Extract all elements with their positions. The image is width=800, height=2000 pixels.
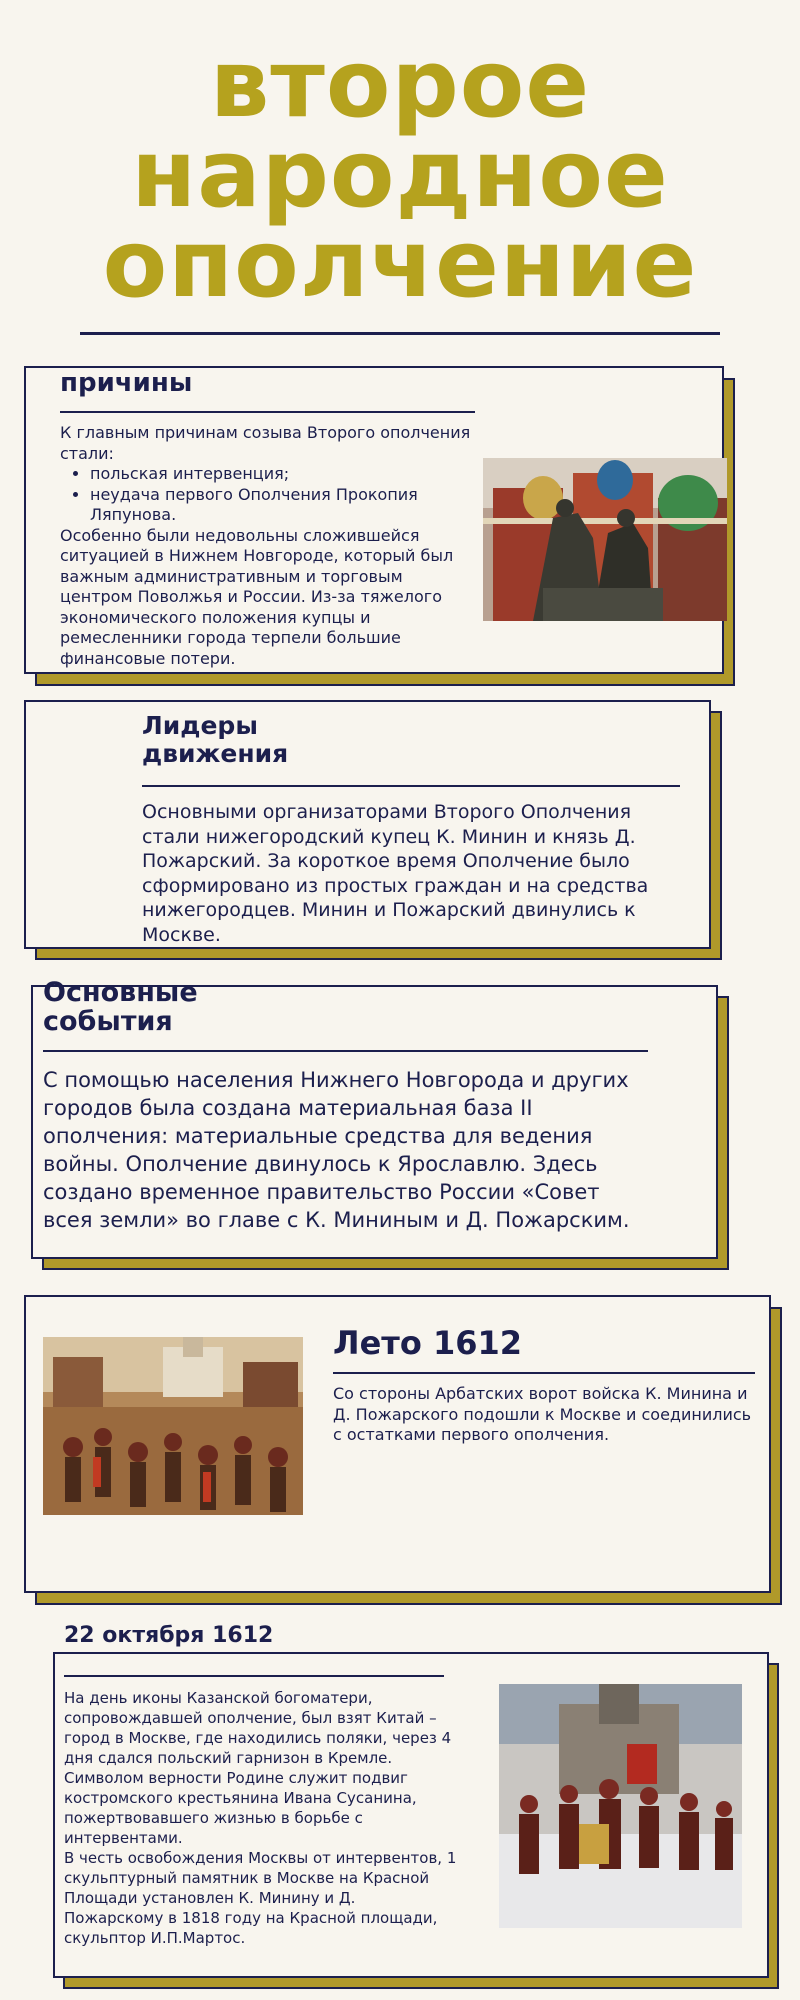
- events-body: С помощью населения Нижнего Новгорода и других городов была создана материальная база II ополчения: материальные средства для ведения войны. Ополчение двинулось к Ярославлю. Здесь создано временное правительство России «Совет всея земли» во главе с К. Мининым и Д. Пожарским.: [43, 1068, 630, 1232]
- leaders-heading-line-2: движения: [142, 739, 289, 768]
- militia-painting: [43, 1337, 303, 1515]
- causes-list-item: • неудача первого Ополчения Прокопия Ляпунова.: [90, 485, 480, 526]
- october-heading: 22 октября 1612: [64, 1623, 274, 1648]
- title-line-2: народное: [131, 120, 669, 229]
- october-divider: [64, 1675, 444, 1677]
- october-text: [64, 1688, 459, 1948]
- causes-text: [60, 423, 480, 669]
- leaders-heading-line-1: Лидеры: [142, 711, 258, 740]
- title-divider: [80, 332, 720, 335]
- causes-heading: причины: [60, 368, 193, 398]
- title-line-1: второе: [209, 30, 591, 139]
- causes-list: [60, 464, 480, 526]
- causes-intro: К главным причинам созыва Второго ополчения стали:: [60, 423, 471, 463]
- leaders-body: Основными организаторами Второго Ополчения стали нижегородский купец К. Минин и князь Д. Пожарский. За короткое время Ополчение было сформировано из простых граждан и на средства нижегородцев. Минин и Пожарский двинулись к Москве.: [142, 801, 649, 946]
- title-line-3: ополчение: [102, 210, 698, 319]
- events-heading-line-2: события: [43, 1006, 173, 1037]
- causes-list-item: • польская интервенция;: [90, 464, 480, 485]
- october-paragraph-1: На день иконы Казанской богоматери, сопровождавшей ополчение, был взят Китай – город в Москве, где находились поляки, через 4 дня сдался польский гарнизон в Кремле.: [64, 1689, 452, 1767]
- events-heading: [43, 978, 198, 1036]
- minin-pozharsky-monument-photo: [483, 458, 727, 621]
- kremlin-liberation-painting: [499, 1684, 742, 1928]
- causes-body: Особенно были недовольны сложившейся ситуацией в Нижнем Новгороде, который был важным административным и торговым центром Поволжья и России. Из-за тяжелого экономического положения купцы и ремесленники города терпели большие финансовые потери.: [60, 525, 454, 668]
- page-title: [0, 30, 800, 319]
- leaders-divider: [142, 785, 680, 787]
- events-heading-line-1: Основные: [43, 977, 198, 1008]
- october-paragraph-3: В честь освобождения Москвы от интервентов, 1 скульптурный памятник в Москве на Красной Площади установлен К. Минину и Д. Пожарскому в 1818 году на Красной площади, скульптор И.П.Мартос.: [64, 1849, 457, 1947]
- summer-divider: [333, 1372, 755, 1374]
- leaders-heading: [142, 712, 288, 768]
- summer-heading: Лето 1612: [333, 1324, 523, 1362]
- summer-body: Со стороны Арбатских ворот войска К. Минина и Д. Пожарского подошли к Москве и соединились с остатками первого ополчения.: [333, 1384, 752, 1444]
- october-paragraph-2: Символом верности Родине служит подвиг костромского крестьянина Ивана Сусанина, пожертвовавшего жизнью в борьбе с интервентами.: [64, 1769, 417, 1847]
- events-divider: [43, 1050, 648, 1052]
- causes-divider: [60, 411, 475, 413]
